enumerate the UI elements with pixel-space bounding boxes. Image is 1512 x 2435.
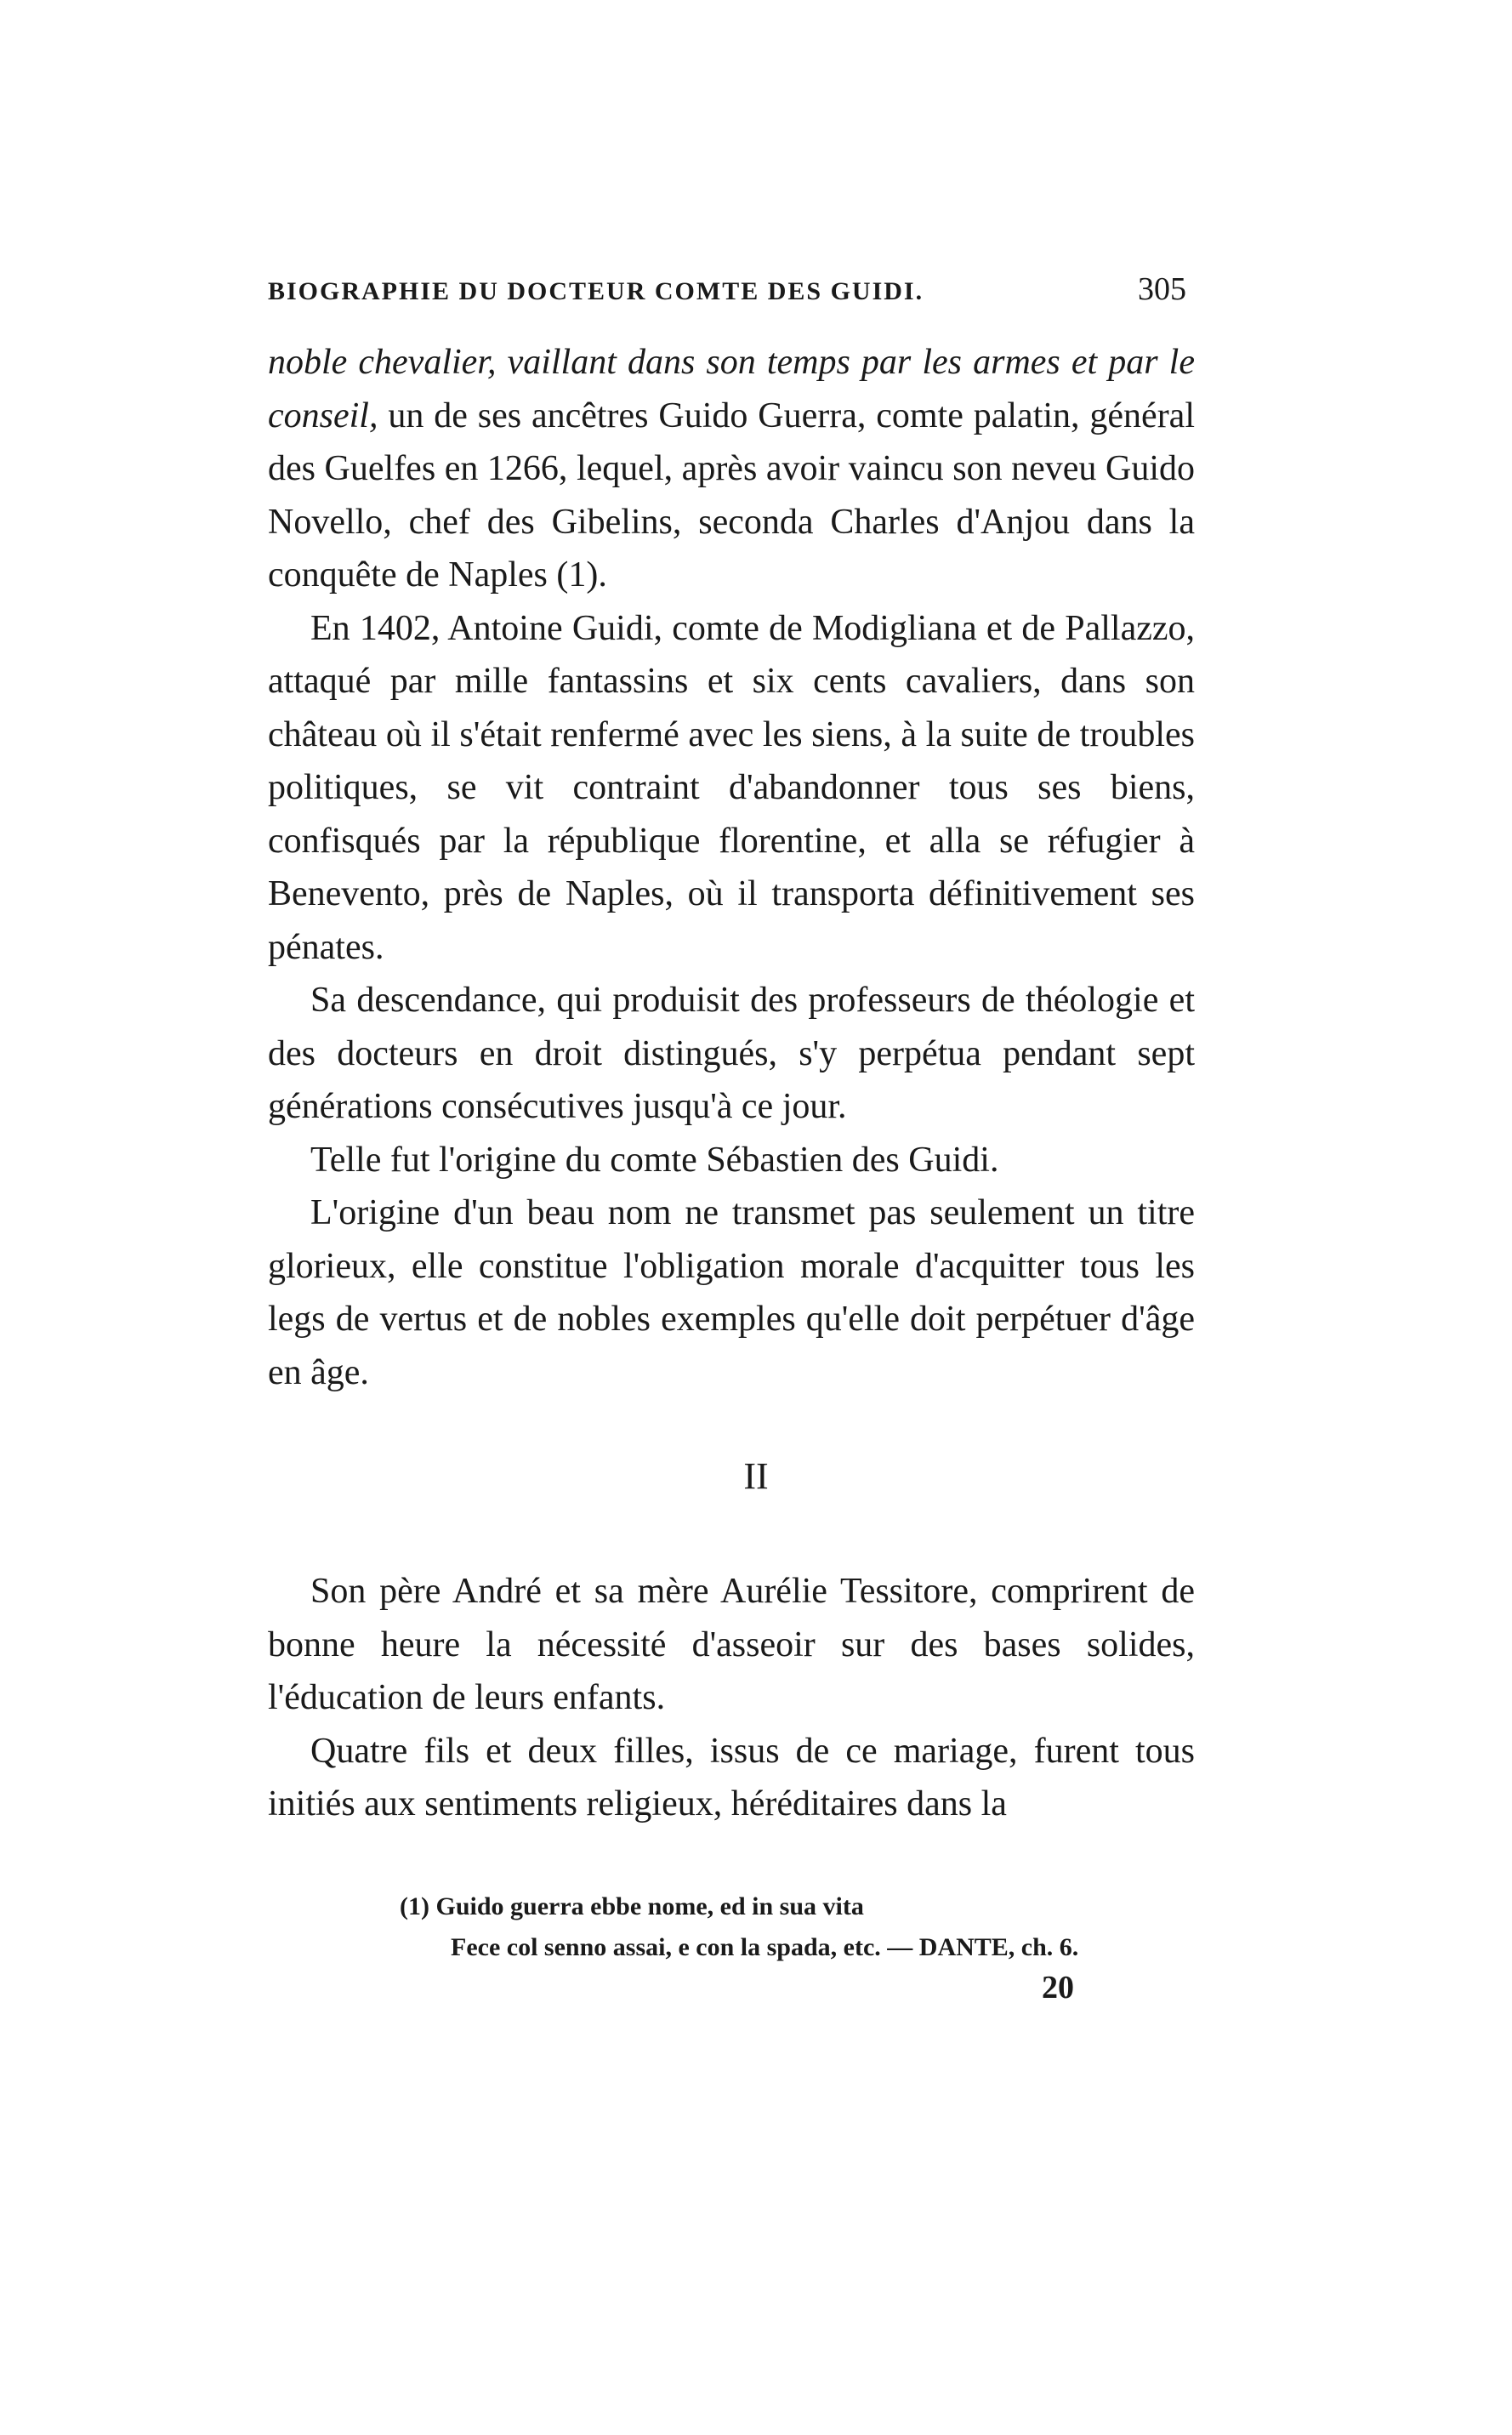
- opening-paragraph: [268, 336, 1195, 602]
- paragraph: Sa descendance, qui produisit des professeurs de théologie et des docteurs en droit distingués, s'y perpétua pendant sept générations consécutives jusqu'à ce jour.: [268, 981, 1195, 1126]
- body-text: [268, 336, 1195, 1399]
- section-text: [268, 1565, 1195, 1831]
- footnote: [400, 1886, 1199, 1968]
- opening-italic-text: noble chevalier, vaillant dans son temps par les armes et par le conseil,: [268, 343, 1195, 435]
- running-head: [268, 270, 1186, 321]
- paragraph: L'origine d'un beau nom ne transmet pas seulement un titre glorieux, elle constitue l'obligation morale d'acquitter tous les legs de vertus et de nobles exemples qu'elle doit perpétuer d'âge en âge.: [268, 1193, 1195, 1392]
- footnote-line: Fece col senno assai, e con la spada, etc. — DANTE, ch. 6.: [451, 1933, 1079, 1961]
- running-title: BIOGRAPHIE DU DOCTEUR COMTE DES GUIDI.: [268, 277, 924, 305]
- page-number: 305: [1138, 271, 1186, 307]
- paragraph: En 1402, Antoine Guidi, comte de Modigliana et de Pallazzo, attaqué par mille fantassins et six cents cavaliers, dans son château où il s'était renfermé avec les siens, à la suite de troubles politiques, se vit contraint d'abandonner tous ses biens, confisqués par la république florentine, et alla se réfugier à Benevento, près de Naples, où il transporta définitivement ses pénates.: [268, 608, 1195, 967]
- footnote-line: (1) Guido guerra ebbe nome, ed in sua vita: [400, 1892, 864, 1920]
- paragraph: Quatre fils et deux filles, issus de ce mariage, furent tous initiés aux sentiments religieux, héréditaires dans la: [268, 1731, 1195, 1823]
- opening-rest-text: un de ses ancêtres Guido Guerra, comte palatin, général des Guelfes en 1266, lequel, après avoir vaincu son neveu Guido Novello, chef des Gibelins, seconda Charles d'Anjou dans la conquête de Naples (1).: [268, 395, 1195, 595]
- printer-signature-mark: 20: [1042, 1970, 1074, 2005]
- section-numeral: II: [743, 1455, 769, 1497]
- paragraph: Telle fut l'origine du comte Sébastien des Guidi.: [310, 1140, 999, 1180]
- paragraph: Son père André et sa mère Aurélie Tessitore, comprirent de bonne heure la nécessité d'asseoir sur des bases solides, l'éducation de leurs enfants.: [268, 1572, 1195, 1717]
